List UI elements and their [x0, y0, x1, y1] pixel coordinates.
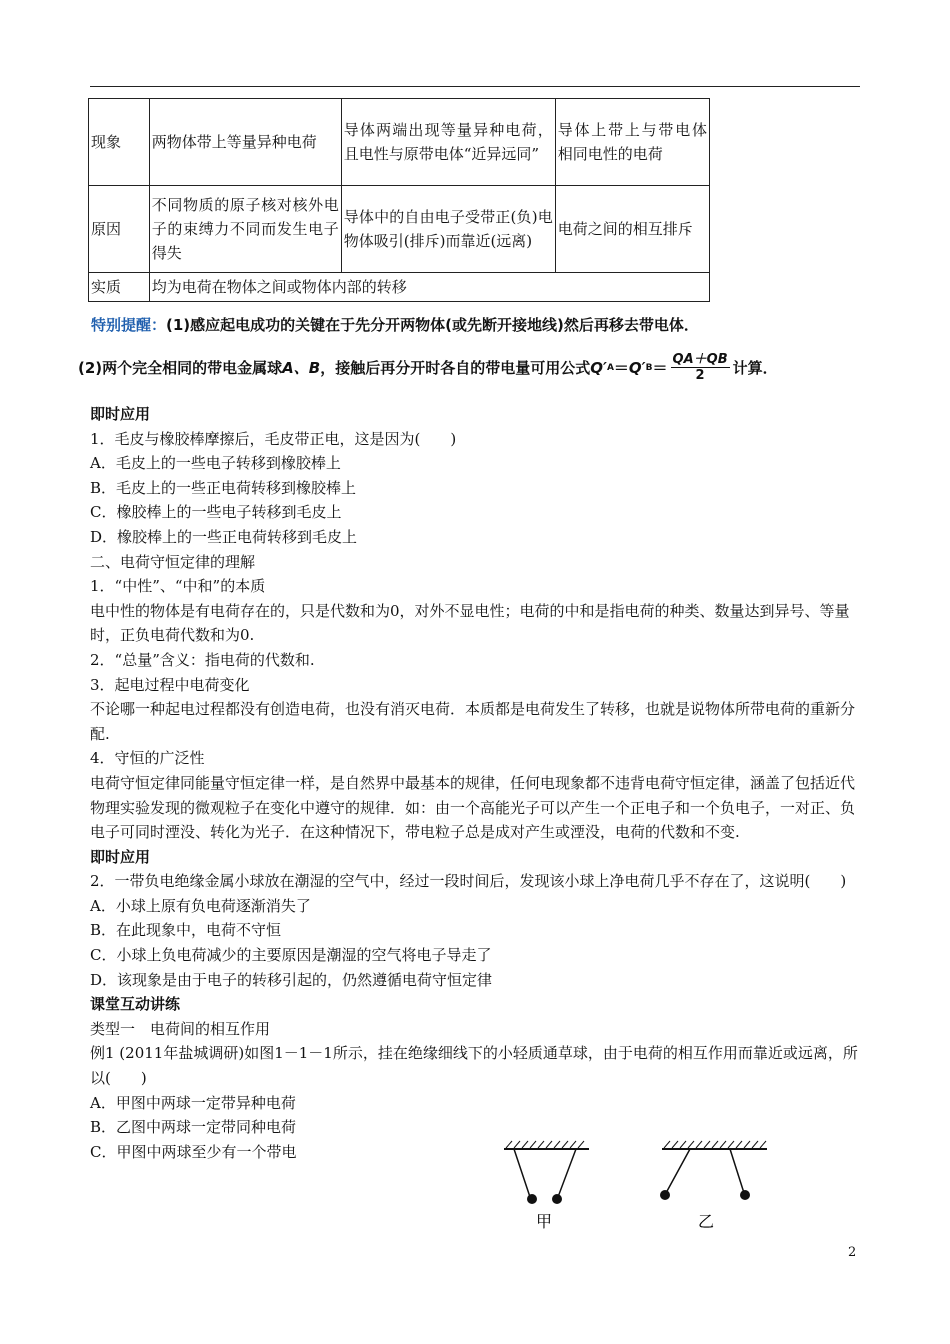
- page-number: 2: [848, 1245, 857, 1260]
- point-title: 1．“中性”、“中和”的本质: [90, 577, 266, 596]
- tip-line-2: [78, 352, 778, 383]
- ab-symbols: A、B: [282, 359, 321, 377]
- example: 例1 (2011年盐城调研)如图1－1－1所示，挂在绝缘细线下的小轻质通草球，由于电荷的相互作用而靠近或远离，所以( ): [90, 1044, 858, 1088]
- hatch-right: [664, 1141, 766, 1148]
- subscript-a: A: [606, 362, 614, 373]
- pith-ball: [552, 1194, 562, 1204]
- table-row: [89, 273, 710, 302]
- option: D．橡胶棒上的一些正电荷转移到毛皮上: [90, 527, 358, 546]
- row-label: 实质: [89, 273, 150, 302]
- comparison-table: [88, 98, 710, 302]
- label-yi: 乙: [697, 1212, 715, 1231]
- table-cell: 导体中的自由电子受带正(负)电物体吸引(排斥)而靠近(远离): [341, 186, 555, 273]
- fraction-denominator: 2: [695, 368, 705, 383]
- tip-text-2a: (2)两个完全相同的带电金属球: [78, 359, 283, 377]
- formula-q-prime-b: Q′: [628, 358, 646, 377]
- tip-text-1: (1)感应起电成功的关键在于先分开两物体(或先断开接地线)然后再移去带电体．: [166, 316, 699, 334]
- thread: [514, 1149, 530, 1197]
- option: A．小球上原有负电荷逐渐消失了: [90, 896, 311, 915]
- paragraph: 电荷守恒定律同能量守恒定律一样，是自然界中最基本的规律，任何电现象都不违背电荷守恒定律，涵盖了包括近代物理实验发现的微观粒子在变化中遵守的规律．如：由一个高能光子可以产生一个正电子和一个负电子，一对正、负电子可同时湮没、转化为光子．在这种情况下，带电粒子总是成对产生或湮没，电荷的代数和不变.: [90, 773, 856, 842]
- option: A．毛皮上的一些电子转移到橡胶棒上: [90, 454, 341, 473]
- equals-sign: ＝: [652, 359, 668, 377]
- type-title: 类型一 电荷间的相互作用: [90, 1019, 271, 1038]
- table-row: [89, 99, 710, 186]
- point-title: 2．“总量”含义：指电荷的代数和.: [90, 650, 315, 669]
- tip-line-1: [91, 314, 699, 335]
- hatch-left: [506, 1141, 584, 1148]
- row-label: 原因: [89, 186, 150, 273]
- main-text: [90, 402, 862, 1164]
- pith-ball: [527, 1194, 537, 1204]
- thread: [666, 1149, 690, 1193]
- thread: [730, 1149, 744, 1193]
- question: 1．毛皮与橡胶棒摩擦后，毛皮带正电，这是因为( ): [90, 429, 457, 448]
- equals-sign: ＝: [613, 359, 629, 377]
- table-cell: 导体上带上与带电体相同电性的电荷: [555, 99, 709, 186]
- section-heading: 即时应用: [90, 405, 151, 423]
- option: C．橡胶棒上的一些电子转移到毛皮上: [90, 503, 342, 522]
- option: B．在此现象中，电荷不守恒: [90, 921, 282, 940]
- point-title: 3．起电过程中电荷变化: [90, 675, 250, 694]
- question: 2．一带负电绝缘金属小球放在潮湿的空气中，经过一段时间后，发现该小球上净电荷几乎不存在了，这说明( ): [90, 872, 847, 891]
- fraction-numerator: QA＋QB: [672, 352, 728, 367]
- fraction: [671, 352, 730, 383]
- pith-ball-figure: [494, 1137, 794, 1237]
- point-title: 4．守恒的广泛性: [90, 749, 205, 768]
- table-cell: 不同物质的原子核对核外电子的束缚力不同而发生电子得失: [149, 186, 341, 273]
- section-title: 二、电荷守恒定律的理解: [90, 552, 256, 571]
- paragraph: 不论哪一种起电过程都没有创造电荷，也没有消灭电荷．本质都是电荷发生了转移，也就是说物体所带电荷的重新分配.: [90, 700, 856, 743]
- table-cell: 导体两端出现等量异种电荷，且电性与原带电体“近异远同”: [341, 99, 555, 186]
- label-jia: 甲: [535, 1212, 553, 1231]
- subscript-b: B: [645, 362, 653, 373]
- option: B．乙图中两球一定带同种电荷: [90, 1118, 297, 1137]
- option: A．甲图中两球一定带异种电荷: [90, 1093, 296, 1112]
- table-cell: 两物体带上等量异种电荷: [149, 99, 341, 186]
- option: B．毛皮上的一些正电荷转移到橡胶棒上: [90, 478, 357, 497]
- formula-q-prime: Q′: [590, 358, 607, 377]
- option: C．小球上负电荷减少的主要原因是潮湿的空气将电子导走了: [90, 946, 492, 965]
- pith-ball: [660, 1190, 670, 1200]
- section-heading: 课堂互动讲练: [90, 995, 181, 1014]
- pith-ball: [740, 1190, 750, 1200]
- table-cell: 电荷之间的相互排斥: [555, 186, 709, 273]
- table-row: [89, 186, 710, 273]
- option: C．甲图中两球至少有一个带电: [90, 1142, 297, 1161]
- paragraph: 电中性的物体是有电荷存在的，只是代数和为0，对外不显电性；电荷的中和是指电荷的种类、数量达到异号、等量时，正负电荷代数和为0.: [90, 601, 850, 645]
- table-cell: 均为电荷在物体之间或物体内部的转移: [149, 273, 709, 302]
- header-rule: [90, 86, 860, 87]
- thread: [558, 1149, 576, 1197]
- tip-text-2c: 计算．: [732, 359, 778, 377]
- option: D．该现象是由于电子的转移引起的，仍然遵循电荷守恒定律: [90, 970, 493, 989]
- tip-label: 特别提醒：: [91, 316, 167, 334]
- section-heading: 即时应用: [90, 847, 151, 866]
- row-label: 现象: [89, 99, 150, 186]
- tip-text-2b: ，接触后再分开时各自的带电量可用公式: [320, 359, 591, 377]
